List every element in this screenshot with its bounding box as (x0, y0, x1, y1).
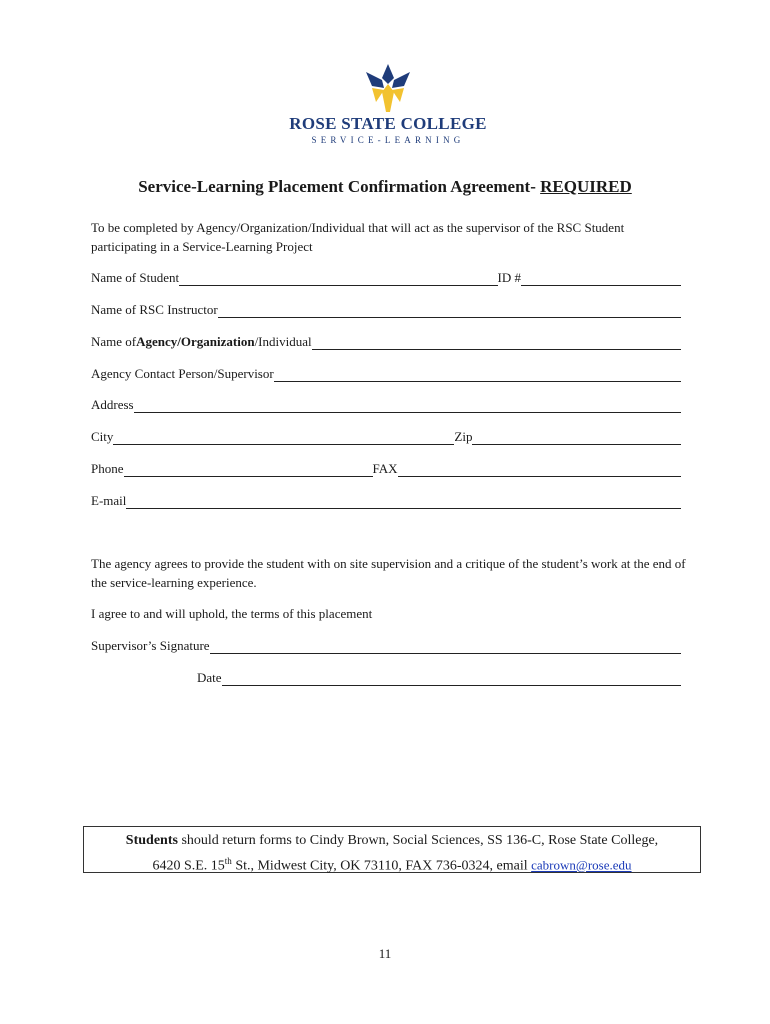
row-city (91, 427, 681, 445)
city-field[interactable] (113, 431, 454, 445)
fax-label: FAX (372, 461, 398, 476)
agency-field[interactable] (312, 336, 681, 350)
star-logo-icon (360, 62, 416, 114)
phone-field[interactable] (124, 463, 373, 477)
student-name-field[interactable] (179, 272, 497, 286)
city-label: City (91, 429, 114, 444)
return-instructions-box (83, 826, 701, 873)
return-line-1 (84, 830, 700, 851)
row-address (91, 395, 681, 413)
row-date (197, 668, 681, 686)
agency-label-bold: Agency/Organization (136, 334, 255, 349)
agency-label-suffix: /Individual (254, 334, 312, 349)
row-student (91, 268, 681, 286)
page-number: 11 (378, 946, 392, 961)
title-required: REQUIRED (540, 177, 632, 196)
uphold-text: I agree to and will uphold, the terms of this placement (91, 606, 373, 621)
contact-field[interactable] (274, 368, 681, 382)
student-name-label: Name of Student (91, 270, 180, 285)
phone-label: Phone (91, 461, 124, 476)
page-title (0, 177, 770, 197)
students-label: Students (125, 833, 178, 848)
signature-label: Supervisor’s Signature (91, 638, 210, 653)
agreement-text: The agency agrees to provide the student with on site supervision and a critique of the student’s work at the end of the service-learning experience. (91, 556, 686, 590)
instructor-field[interactable] (218, 304, 681, 318)
college-subtitle: SERVICE-LEARNING (311, 135, 465, 145)
email-link[interactable]: cabrown@rose.edu (531, 857, 632, 873)
row-email (91, 491, 681, 509)
address-pre: 6420 S.E. 15 (152, 858, 225, 874)
college-logo (288, 62, 488, 150)
address-sup: th (224, 856, 232, 866)
address-field[interactable] (134, 399, 681, 413)
return-line-2 (84, 851, 700, 877)
row-contact (91, 364, 681, 382)
date-label: Date (197, 670, 222, 685)
signature-field[interactable] (210, 640, 681, 654)
agency-label-prefix: Name of (91, 334, 137, 349)
fax-field[interactable] (398, 463, 681, 477)
title-main: Service-Learning Placement Confirmation Agreement- (138, 177, 541, 196)
address-post: St., Midwest City, OK 73110, FAX 736-0324, email (231, 858, 532, 874)
contact-label: Agency Contact Person/Supervisor (91, 366, 274, 381)
row-phone (91, 459, 681, 477)
row-signature (91, 636, 681, 654)
row-instructor (91, 300, 681, 318)
intro-text: To be completed by Agency/Organization/Individual that will act as the supervisor of the RSC Student participating in a Service-Learning Project (91, 220, 625, 254)
student-id-label: ID # (497, 270, 521, 285)
address-label: Address (91, 397, 134, 412)
college-name: ROSE STATE COLLEGE (289, 114, 487, 133)
instructor-label: Name of RSC Instructor (91, 302, 218, 317)
email-label: E-mail (91, 493, 127, 508)
return-text: should return forms to Cindy Brown, Social Sciences, SS 136-C, Rose State College, (177, 833, 659, 848)
zip-field[interactable] (472, 431, 681, 445)
email-field[interactable] (126, 495, 681, 509)
zip-label: Zip (454, 429, 473, 444)
row-agency (91, 332, 681, 350)
student-id-field[interactable] (521, 272, 681, 286)
date-field[interactable] (222, 672, 681, 686)
